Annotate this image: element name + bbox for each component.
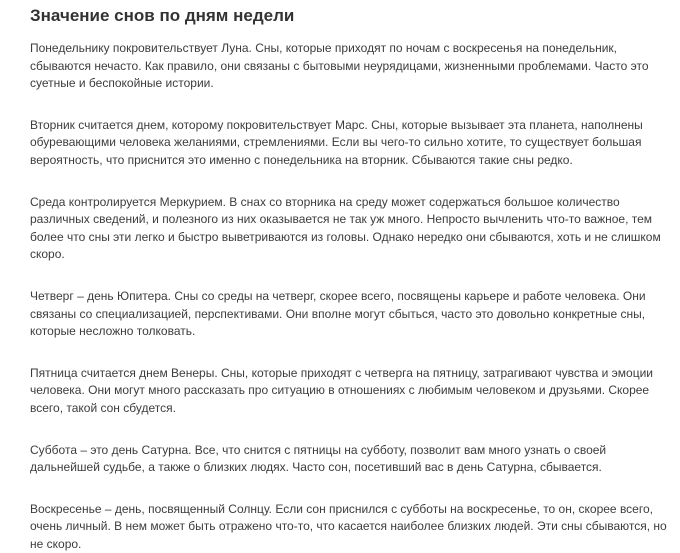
article-title: Значение снов по дням недели xyxy=(30,6,295,25)
paragraph-tuesday: Вторник считается днем, которому покровительствует Марс. Сны, которые вызывает эта планета, наполнены обуревающими человека желаниями, стремлениями. Если вы чего-то сильно хотите, то существует большая вероятность, что приснится это именно с понедельника на вторник. Сбываются такие сны редко. xyxy=(30,117,643,167)
paragraph-sunday: Воскресенье – день, посвященный Солнцу. Если сон приснился с субботы на воскресенье, то он, скорее всего, очень личный. В нем может быть отражено что-то, что касается наиболее близких людей. Эти сны сбываются, но не скоро. xyxy=(30,501,667,551)
paragraph-saturday: Суббота – это день Сатурна. Все, что снится с пятницы на субботу, позволит вам много узнать о своей дальнейшей судьбе, а также о близких людях. Часто сон, посетивший вас в день Сатурна, сбывается. xyxy=(30,442,607,475)
paragraph-monday: Понедельнику покровительствует Луна. Сны, которые приходят по ночам с воскресенья на понедельник, сбываются нечасто. Как правило, они связаны с бытовыми неурядицами, жизненными проблемами. Часто это суетные и беспокойные истории. xyxy=(30,41,649,91)
paragraph-friday: Пятница считается днем Венеры. Сны, которые приходят с четверга на пятницу, затрагивают чувства и эмоции человека. Они могут много рассказать про ситуацию в отношениях с любимым человеком и друзьями. Скорее всего, такой сон сбудется. xyxy=(30,365,653,415)
paragraph-thursday: Четверг – день Юпитера. Сны со среды на четверг, скорее всего, посвящены карьере и работе человека. Они связаны со специализацией, перспективами. Они вполне могут сбыться, часто это довольно конкретные сны, которые несложно толковать. xyxy=(30,288,646,339)
paragraph-wednesday: Среда контролируется Меркурием. В снах со вторника на среду может содержаться большое количество различных сведений, и полезного из них оказывается не так уж много. Непросто вычленить что-то важное, тем более что сны эти легко и быстро выветриваются из головы. Однако нередко они сбываются, хоть и не слишком скоро. xyxy=(30,194,661,262)
